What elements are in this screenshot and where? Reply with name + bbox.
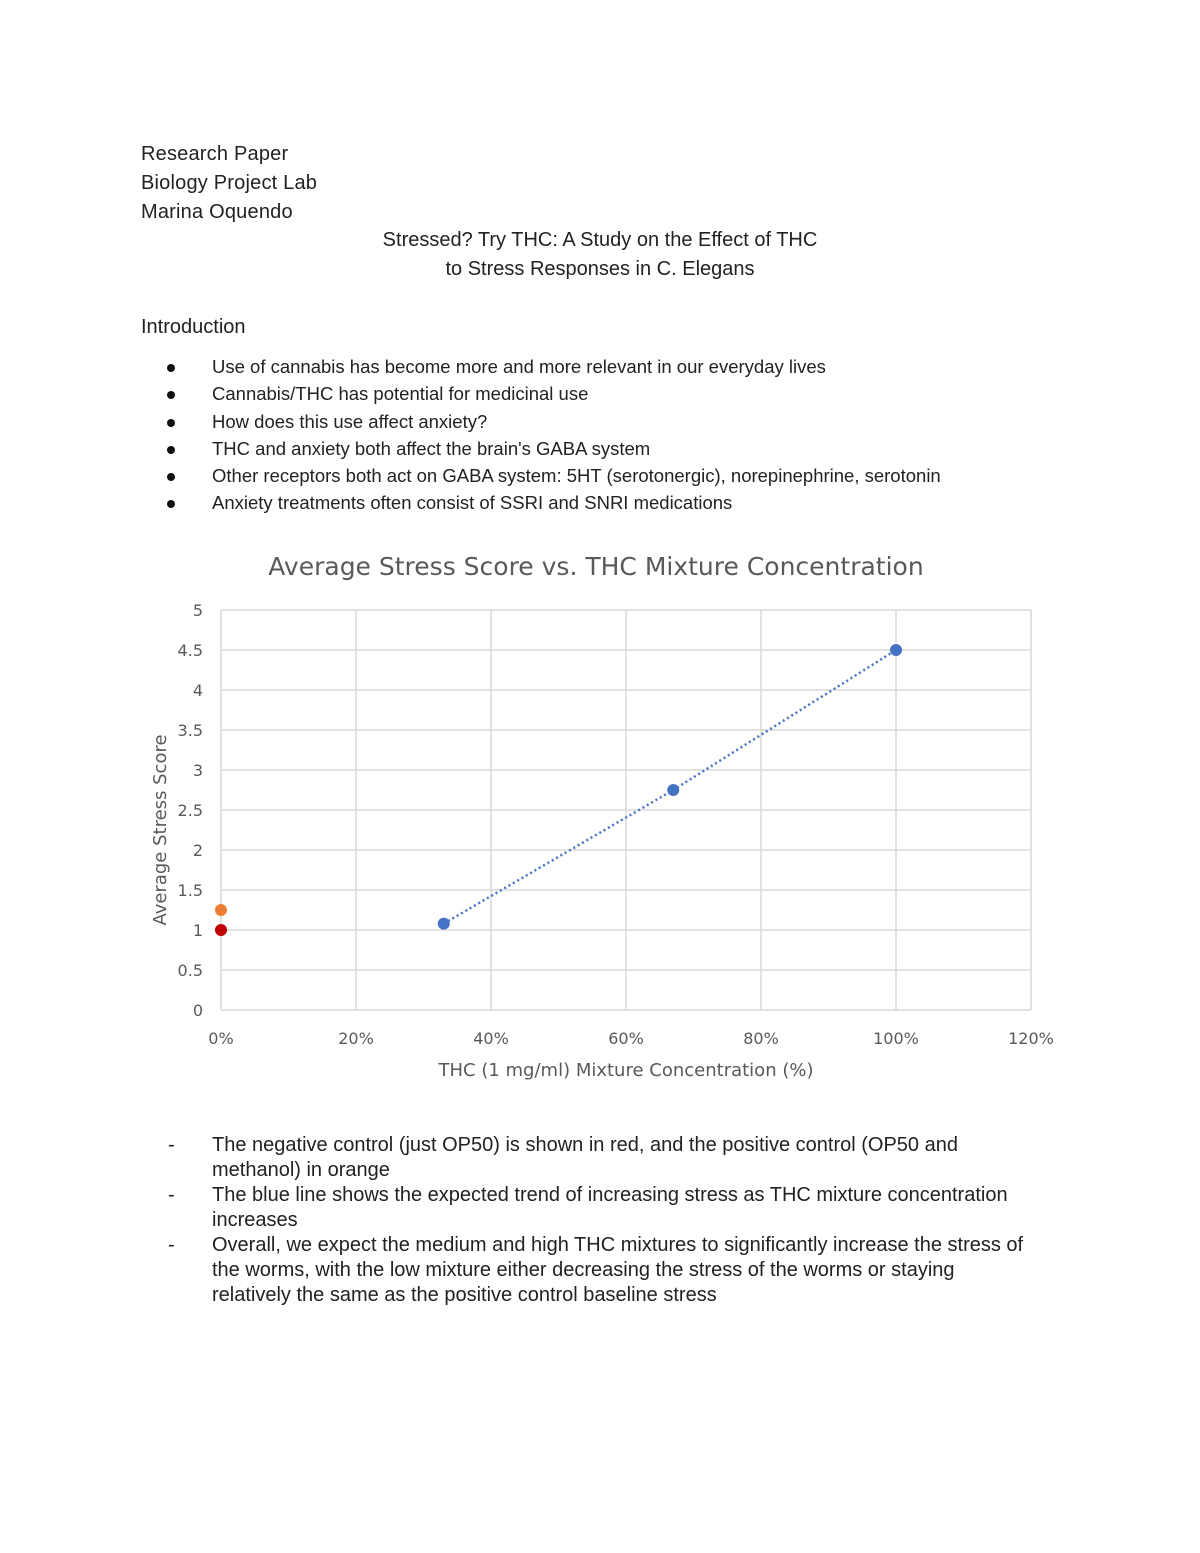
x-axis-label: THC (1 mg/ml) Mixture Concentration (%) (438, 1060, 814, 1081)
dash-marker: - (168, 1234, 175, 1256)
list-item (0, 408, 1100, 435)
list-item (0, 462, 1100, 489)
doc-type-label: Research Paper (141, 143, 289, 165)
y-tick-label: 0.5 (177, 961, 203, 980)
y-tick-label: 2 (192, 841, 203, 860)
note-text: The negative control (just OP50) is shown in red, and the positive control (OP50 and methanol) in orange (212, 1134, 958, 1181)
dash-marker: - (168, 1184, 175, 1206)
bullet-dot-icon (167, 364, 175, 372)
chart-series (215, 644, 902, 936)
list-item (0, 489, 1100, 516)
data-point (438, 918, 450, 930)
list-item (0, 380, 1100, 407)
chart-grid (221, 610, 1031, 1010)
y-tick-label: 1 (192, 921, 203, 940)
list-item (0, 1183, 1032, 1233)
bullet-dot-icon (167, 419, 175, 427)
dash-marker: - (168, 1134, 175, 1156)
data-point (890, 644, 902, 656)
bullet-dot-icon (167, 391, 175, 399)
list-item (0, 435, 1100, 462)
list-item (0, 353, 1100, 380)
y-tick-label: 0 (192, 1001, 203, 1020)
bullet-text: Use of cannabis has become more and more relevant in our everyday lives (212, 356, 826, 377)
x-tick-label: 80% (743, 1029, 779, 1048)
note-text: Overall, we expect the medium and high THC mixtures to significantly increase the stress of the worms, with the low mixture either decreasing the stress of the worms or staying relatively the same as the positive control baseline stress (212, 1234, 1024, 1306)
bullet-text: THC and anxiety both affect the brain's GABA system (212, 437, 651, 459)
list-item (0, 1133, 1032, 1183)
x-tick-label: 20% (338, 1029, 374, 1048)
list-item (0, 1233, 1032, 1308)
bullet-text: How does this use affect anxiety? (212, 410, 488, 432)
x-tick-label: 100% (873, 1029, 919, 1048)
x-tick-label: 60% (608, 1029, 644, 1048)
x-tick-label: 120% (1008, 1029, 1054, 1048)
x-tick-label: 0% (208, 1029, 234, 1048)
y-tick-label: 4.5 (177, 641, 203, 660)
introduction-heading: Introduction (141, 316, 246, 338)
chart-axes (178, 601, 1054, 1048)
paper-title-line-1: Stressed? Try THC: A Study on the Effect of THC (382, 229, 818, 251)
data-point (215, 904, 227, 916)
chart-svg (130, 540, 1070, 1100)
note-text: The blue line shows the expected trend of increasing stress as THC mixture concentration increases (212, 1184, 1008, 1231)
y-tick-label: 3 (192, 761, 203, 780)
y-tick-label: 2.5 (177, 801, 203, 820)
bullet-text: Anxiety treatments often consist of SSRI and SNRI medications (212, 492, 733, 514)
y-tick-label: 3.5 (177, 721, 203, 740)
bullet-dot-icon (167, 500, 175, 508)
bullet-dot-icon (167, 446, 175, 454)
introduction-bullet-list (0, 353, 1100, 517)
bullet-dot-icon (167, 473, 175, 481)
y-axis-label: Average Stress Score (150, 734, 171, 926)
paper-title-line-2: to Stress Responses in C. Elegans (445, 258, 755, 280)
bullet-text: Other receptors both act on GABA system: 5HT (serotonergic), norepinephrine, serotonin (212, 465, 941, 487)
chart-title: Average Stress Score vs. THC Mixture Concentration (268, 552, 924, 581)
notes-list (0, 1133, 1100, 1308)
bullet-text: Cannabis/THC has potential for medicinal use (212, 383, 589, 405)
data-point (215, 924, 227, 936)
course-label: Biology Project Lab (141, 172, 318, 194)
stress-score-chart (130, 540, 1070, 1100)
author-name: Marina Oquendo (141, 201, 293, 223)
y-tick-label: 1.5 (177, 881, 203, 900)
data-point (667, 784, 679, 796)
y-tick-label: 5 (192, 601, 203, 620)
x-tick-label: 40% (473, 1029, 509, 1048)
y-tick-label: 4 (192, 681, 203, 700)
